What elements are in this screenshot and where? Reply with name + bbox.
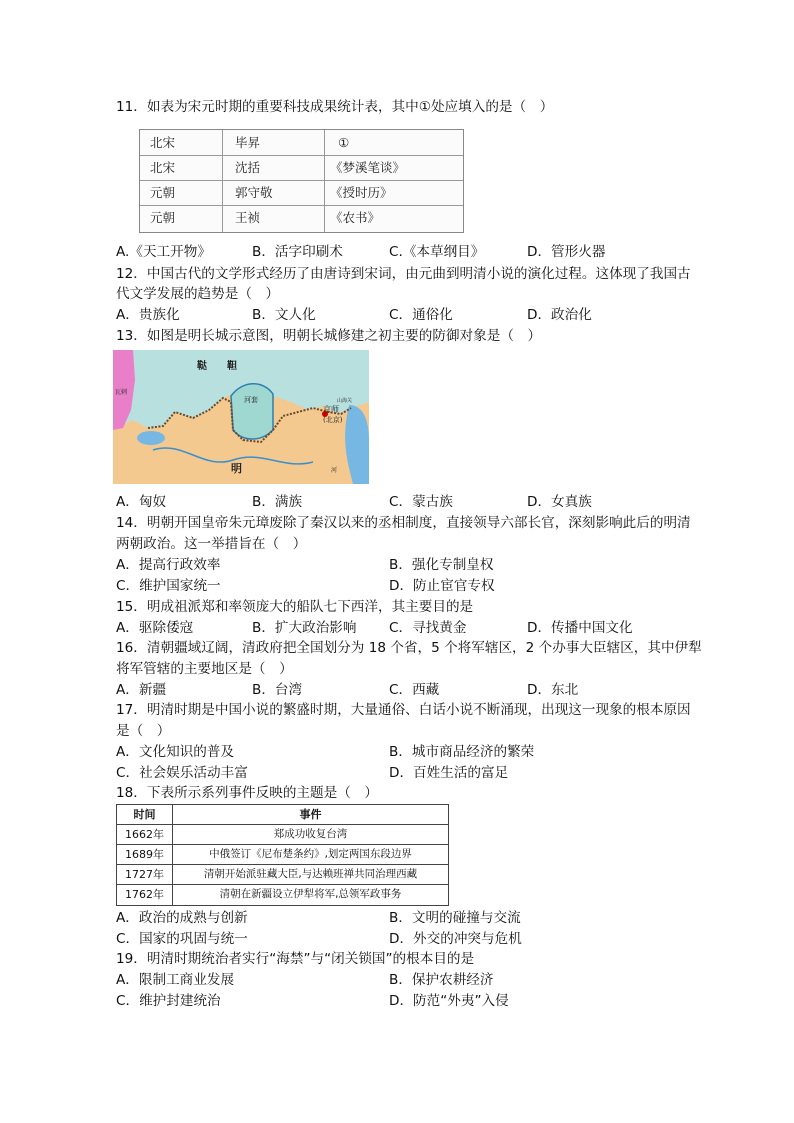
table-cell: 清朝开始派驻藏大臣,与达赖班禅共同治理西藏: [203, 868, 418, 880]
q16-option-b[interactable]: B．台湾: [252, 682, 303, 698]
table-cell: 中俄签订《尼布楚条约》,划定两国东段边界: [209, 848, 412, 860]
table-row: [140, 180, 463, 206]
q13-option-a[interactable]: A．匈奴: [116, 494, 167, 510]
table-row: [117, 885, 448, 904]
table-cell: 元朝: [150, 185, 176, 200]
question-12-stem-line2: 代文学发展的趋势是（ ）: [116, 286, 280, 302]
map-label-tartar: 鞑 靼: [197, 361, 237, 372]
question-17-stem-line2: 是（ ）: [116, 723, 171, 739]
map-label-shanhai: 山海关: [337, 398, 353, 404]
question-17-stem-line1: 17．明清时期是中国小说的繁盛时期，大量通俗、白话小说不断涌现，出现这一现象的根本原因: [116, 702, 691, 718]
table-row: [117, 865, 448, 885]
q11-option-a[interactable]: A.《天工开物》: [116, 244, 211, 260]
q19-option-b[interactable]: B．保护农耕经济: [389, 972, 494, 988]
table-cell: 《农书》: [330, 210, 381, 225]
table-cell: 北宋: [150, 135, 176, 150]
table-cell: 郭守敬: [235, 185, 273, 200]
map-label-capital: 京师: [323, 405, 339, 414]
table-cell: 沈括: [235, 160, 261, 175]
q12-option-d[interactable]: D．政治化: [527, 307, 592, 323]
map-label-oirat: 瓦剌: [115, 389, 128, 396]
table-cell: 1727年: [125, 868, 164, 881]
question-12-stem-line1: 12．中国古代的文学形式经历了由唐诗到宋词，由元曲到明清小说的演化过程。这体现了我国古: [116, 266, 691, 282]
q14-option-b[interactable]: B．强化专制皇权: [389, 557, 494, 573]
table-cell: 1689年: [125, 848, 164, 861]
q19-option-d[interactable]: D．防范“外夷”入侵: [389, 993, 509, 1009]
table-cell: 《梦溪笔谈》: [330, 160, 406, 175]
table-cell: 1662年: [125, 828, 164, 841]
q11-option-c[interactable]: C.《本草纲目》: [389, 244, 485, 260]
question-16-stem-line1: 16．清朝疆域辽阔，清政府把全国划分为 18 个省，5 个将军辖区，2 个办事大臣辖区，其中伊犁: [116, 640, 702, 656]
q18-table: [116, 804, 449, 906]
q11-table: [139, 129, 464, 233]
q17-option-b[interactable]: B．城市商品经济的繁荣: [389, 744, 535, 760]
map-label-he: 河: [331, 467, 338, 474]
q14-option-c[interactable]: C．维护国家统一: [116, 578, 221, 594]
table-cell: 郑成功收复台湾: [273, 828, 348, 840]
q18-option-d[interactable]: D．外交的冲突与危机: [389, 931, 522, 947]
table-row: [140, 155, 463, 181]
table-header-row: [117, 805, 448, 825]
table-cell: 1762年: [125, 888, 164, 901]
table-row: [140, 130, 463, 156]
q12-option-a[interactable]: A．贵族化: [116, 307, 180, 323]
question-14-stem-line1: 14．明朝开国皇帝朱元璋废除了秦汉以来的丞相制度，直接领导六部长官，深刻影响此后的明清: [116, 515, 691, 531]
question-18-stem: 18．下表所示系列事件反映的主题是（ ）: [116, 785, 378, 801]
q17-option-a[interactable]: A．文化知识的普及: [116, 744, 235, 760]
q16-option-d[interactable]: D．东北: [527, 682, 579, 698]
table-row: [117, 845, 448, 865]
table-row: [140, 205, 463, 231]
q19-option-a[interactable]: A．限制工商业发展: [116, 972, 235, 988]
table-cell: 《授时历》: [330, 185, 393, 200]
table-cell: 元朝: [150, 210, 176, 225]
ming-great-wall-map: [113, 350, 369, 484]
q11-option-b[interactable]: B．活字印刷术: [252, 244, 343, 260]
question-13-stem: 13．如图是明长城示意图，明朝长城修建之初主要的防御对象是（ ）: [116, 328, 542, 344]
q19-option-c[interactable]: C．维护封建统治: [116, 993, 221, 1009]
table-cell: 清朝在新疆设立伊犁将军,总领军政事务: [219, 888, 402, 900]
map-label-hetao: 河套: [244, 396, 258, 404]
q15-option-d[interactable]: D．传播中国文化: [527, 620, 633, 636]
question-16-stem-line2: 将军管辖的主要地区是（ ）: [116, 661, 293, 677]
question-15-stem: 15．明成祖派郑和率领庞大的船队七下西洋，其主要目的是: [116, 599, 474, 615]
q18-option-a[interactable]: A．政治的成熟与创新: [116, 910, 248, 926]
q15-option-c[interactable]: C．寻找黄金: [389, 620, 467, 636]
q18-option-c[interactable]: C．国家的巩固与统一: [116, 931, 248, 947]
q11-option-d[interactable]: D．管形火器: [527, 244, 606, 260]
question-14-stem-line2: 两朝政治。这一举措旨在（ ）: [116, 536, 307, 552]
q16-option-a[interactable]: A．新疆: [116, 682, 167, 698]
q13-option-c[interactable]: C．蒙古族: [389, 494, 453, 510]
table-row: [117, 825, 448, 845]
table-cell: 王祯: [235, 210, 261, 225]
table-header-event: 事件: [299, 808, 322, 821]
table-cell: ①: [338, 135, 350, 150]
q14-option-d[interactable]: D．防止宦官专权: [389, 578, 495, 594]
q18-option-b[interactable]: B．文明的碰撞与交流: [389, 910, 521, 926]
question-19-stem: 19．明清时期统治者实行“海禁”与“闭关锁国”的根本目的是: [116, 951, 475, 967]
map-label-beijing: (北京): [323, 416, 343, 424]
table-header-time: 时间: [133, 808, 156, 821]
question-11-stem: 11．如表为宋元时期的重要科技成果统计表，其中①处应填入的是（ ）: [116, 99, 554, 115]
q13-option-d[interactable]: D．女真族: [527, 494, 592, 510]
table-cell: 毕昇: [235, 135, 261, 150]
q14-option-a[interactable]: A．提高行政效率: [116, 557, 221, 573]
q13-option-b[interactable]: B．满族: [252, 494, 303, 510]
table-cell: 北宋: [150, 160, 176, 175]
q12-option-b[interactable]: B．文人化: [252, 307, 316, 323]
q17-option-d[interactable]: D．百姓生活的富足: [389, 765, 509, 781]
q17-option-c[interactable]: C．社会娱乐活动丰富: [116, 765, 248, 781]
q15-option-a[interactable]: A．驱除倭寇: [116, 620, 194, 636]
map-label-ming: 明: [231, 462, 242, 475]
q16-option-c[interactable]: C．西藏: [389, 682, 440, 698]
q15-option-b[interactable]: B．扩大政治影响: [252, 620, 357, 636]
q12-option-c[interactable]: C．通俗化: [389, 307, 453, 323]
